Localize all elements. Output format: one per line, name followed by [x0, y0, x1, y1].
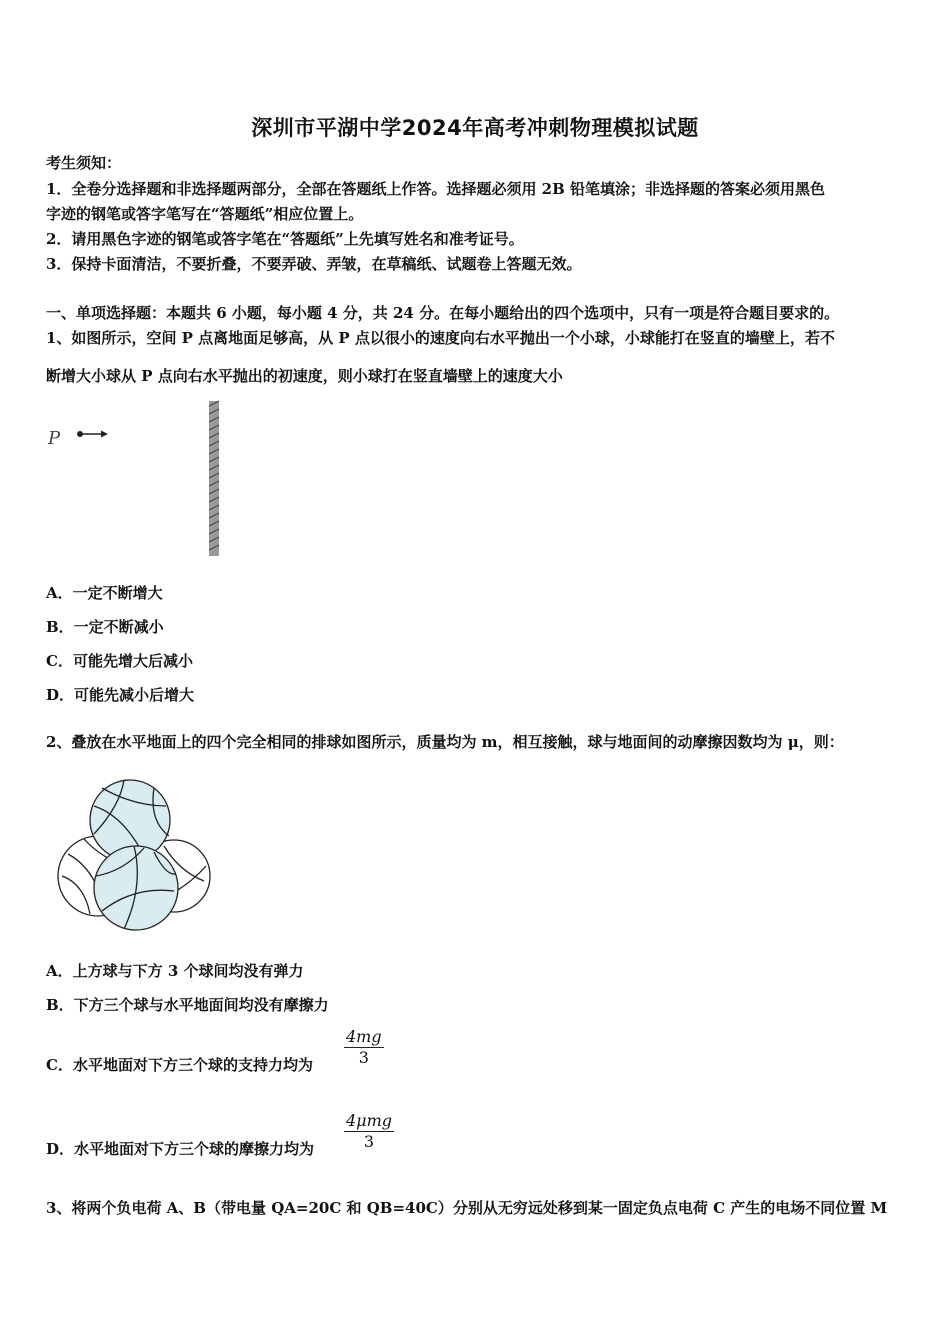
notice-line-2: 2．请用黑色字迹的钢笔或答字笔在“答题纸”上先填写姓名和准考证号。 [46, 230, 524, 248]
q3-stem: 3、将两个负电荷 A、B（带电量 QA=20C 和 QB=40C）分别从无穷远处移到某一固定负点电荷 C 产生的电场不同位置 M [46, 1199, 888, 1217]
q1-figure [44, 398, 234, 560]
q2-option-b: B．下方三个球与水平地面间均没有摩擦力 [46, 996, 329, 1014]
q2-option-a: A．上方球与下方 3 个球间均没有弹力 [46, 962, 304, 980]
section-heading: 一、单项选择题：本题共 6 小题，每小题 4 分，共 24 分。在每小题给出的四个选项中，只有一项是符合题目要求的。 [46, 304, 840, 322]
q1-stem-line-2: 断增大小球从 P 点向右水平抛出的初速度，则小球打在竖直墙壁上的速度大小 [46, 367, 563, 385]
q1-option-a: A．一定不断增大 [46, 584, 163, 602]
page-title: 深圳市平湖中学2024年高考冲刺物理模拟试题 [251, 116, 699, 140]
q2-option-d-fraction [344, 1111, 394, 1151]
fraction-denominator: 3 [358, 1048, 369, 1067]
notice-line-3: 3．保持卡面清洁，不要折叠，不要弄破、弄皱，在草稿纸、试题卷上答题无效。 [46, 255, 582, 273]
fraction-numerator: 4mg [346, 1027, 382, 1046]
q1-option-d: D．可能先减小后增大 [46, 686, 195, 704]
q2-option-c: C．水平地面对下方三个球的支持力均为 [46, 1056, 313, 1074]
notice-line-1a: 1．全卷分选择题和非选择题两部分，全部在答题纸上作答。选择题必须用 2B 铅笔填涂；非选择题的答案必须用黑色 [46, 180, 826, 198]
point-p-label: P [48, 428, 61, 449]
q1-option-c: C．可能先增大后减小 [46, 652, 193, 670]
notice-line-1b: 字迹的钢笔或答字笔写在“答题纸”相应位置上。 [46, 205, 364, 223]
q2-stem: 2、叠放在水平地面上的四个完全相同的排球如图所示，质量均为 m，相互接触，球与地面间的动摩擦因数均为 μ，则： [46, 733, 844, 751]
fraction-denominator: 3 [363, 1132, 375, 1151]
fraction-numerator: 4μmg [346, 1111, 392, 1130]
q2-option-d: D．水平地面对下方三个球的摩擦力均为 [46, 1140, 315, 1158]
q2-figure [54, 776, 214, 934]
velocity-arrow-head [101, 431, 108, 438]
q2-option-c-fraction [344, 1027, 384, 1067]
q1-stem-line-1: 1、如图所示，空间 P 点离地面足够高，从 P 点以很小的速度向右水平抛出一个小球，小球能打在竖直的墙壁上，若不 [46, 329, 835, 347]
q1-option-b: B．一定不断减小 [46, 618, 164, 636]
notice-heading: 考生须知： [46, 154, 122, 172]
